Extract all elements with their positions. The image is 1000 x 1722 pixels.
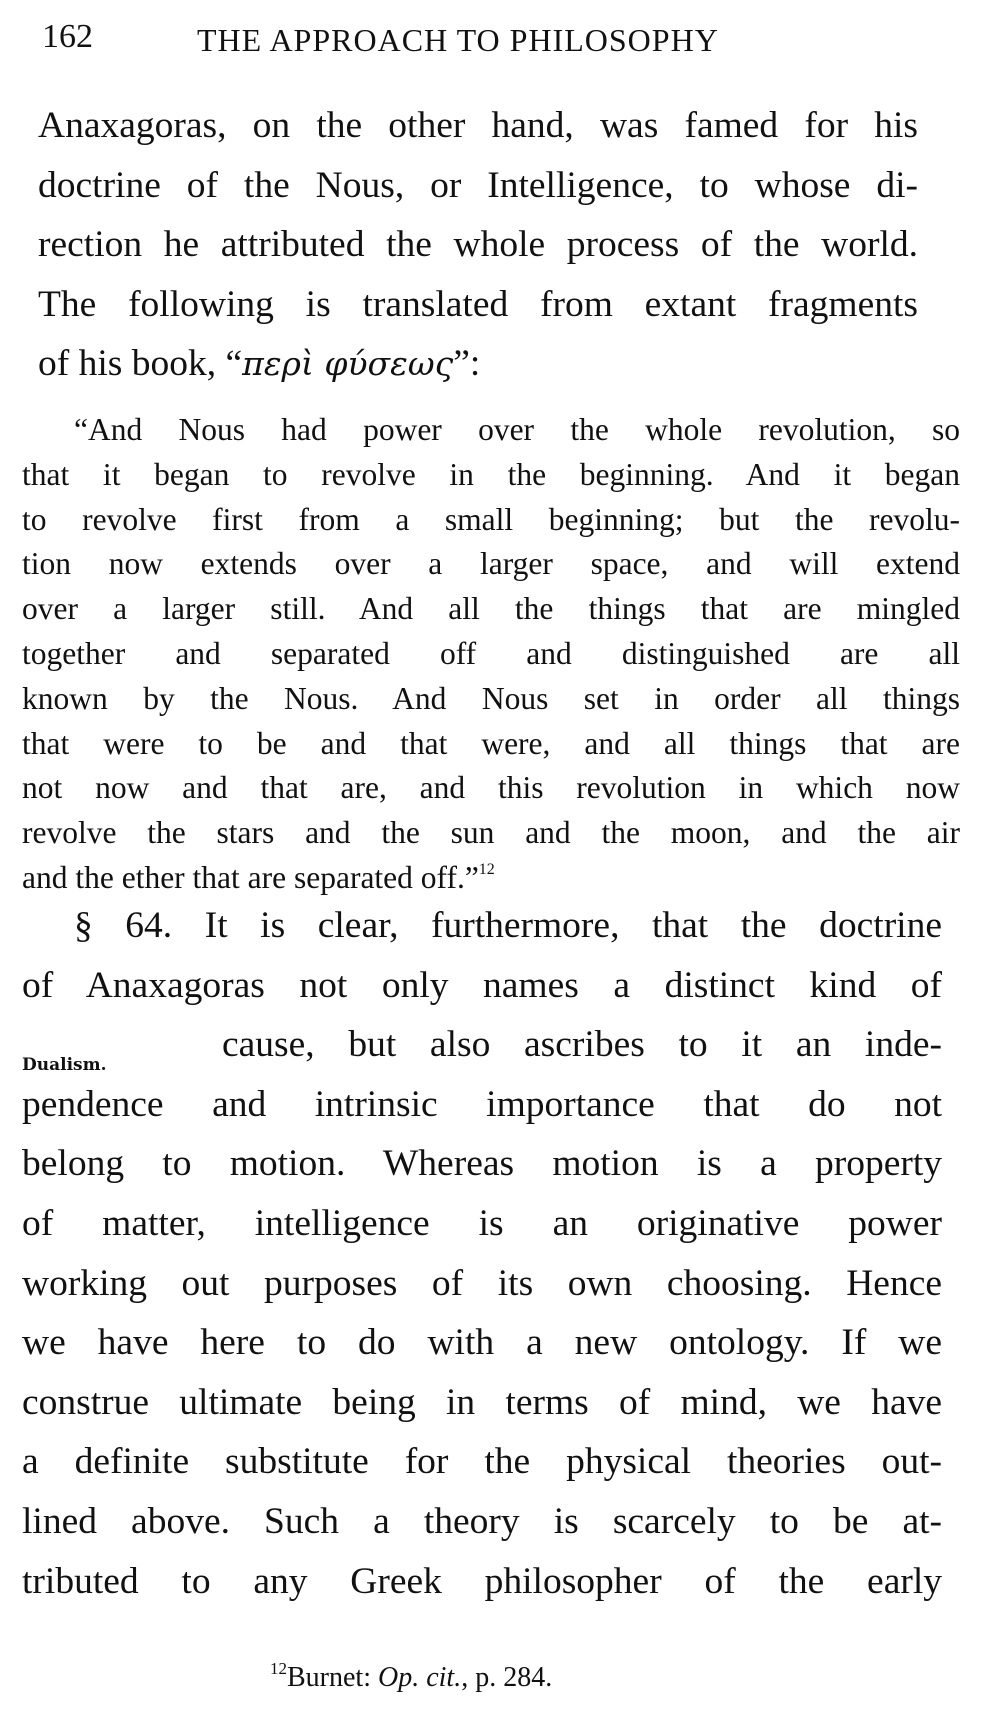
section-64-paragraph xyxy=(22,896,942,1611)
text-line: rection he attributed the whole process of the world. xyxy=(38,224,918,265)
page-header xyxy=(42,18,942,68)
quote-line xyxy=(22,856,960,901)
text-line: construe ultimate being in terms of mind, we have xyxy=(22,1381,942,1423)
footnote xyxy=(270,1659,553,1694)
quote-line: over a larger still. And all the things that are mingled xyxy=(22,591,960,627)
quote-line: to revolve first from a small beginning; but the revolu- xyxy=(22,501,960,537)
page-number: 162 xyxy=(42,18,93,55)
footnote-number: 12 xyxy=(270,1659,287,1678)
footnote-work: Op. cit. xyxy=(378,1662,462,1693)
text-line: belong to motion. Whereas motion is a property xyxy=(22,1143,942,1185)
quote-line: tion now extends over a larger space, and will extend xyxy=(22,546,960,582)
text-line: Anaxagoras, on the other hand, was famed for his xyxy=(38,105,918,146)
text-line: tributed to any Greek philosopher of the early xyxy=(22,1560,942,1602)
greek-book-title: περὶ φύσεως xyxy=(242,344,454,383)
text-line: § 64. It is clear, furthermore, that the doctrine xyxy=(74,905,942,946)
text-line: The following is translated from extant fragments xyxy=(38,283,918,325)
quote-line: revolve the stars and the sun and the moon, and the air xyxy=(22,815,960,851)
text-line: pendence and intrinsic importance that do not xyxy=(22,1083,942,1125)
text-fragment: of his book, “ xyxy=(38,343,243,384)
text-line: lined above. Such a theory is scarcely to be at- xyxy=(22,1500,942,1542)
text-line: of matter, intelligence is an originative power xyxy=(22,1202,942,1244)
quote-line: that it began to revolve in the beginning. And it began xyxy=(22,456,960,492)
text-line: doctrine of the Nous, or Intelligence, to whose di- xyxy=(38,164,918,206)
text-line: cause, but also ascribes to it an inde- xyxy=(222,1024,942,1066)
text-fragment: ”: xyxy=(453,343,481,384)
quote-line: together and separated off and distinguished are all xyxy=(22,635,960,671)
footnote-author: Burnet: xyxy=(287,1662,378,1693)
quote-line: known by the Nous. And Nous set in order all things xyxy=(22,680,960,716)
text-line: we have here to do with a new ontology. If we xyxy=(22,1322,942,1364)
text-line xyxy=(38,334,918,394)
quote-line: not now and that are, and this revolution in which now xyxy=(22,770,960,806)
running-title: THE APPROACH TO PHILOSOPHY xyxy=(197,22,719,58)
footnote-page: , p. 284. xyxy=(461,1662,553,1693)
footnote-reference: 12 xyxy=(478,860,495,878)
text-line: working out purposes of its own choosing. Hence xyxy=(22,1262,942,1304)
margin-note: Dualism. xyxy=(22,1055,107,1075)
intro-paragraph xyxy=(38,96,918,394)
text-line: a definite substitute for the physical theories out- xyxy=(22,1441,942,1483)
block-quote xyxy=(22,408,960,901)
quote-line: that were to be and that were, and all things that are xyxy=(22,725,960,761)
quote-line: “And Nous had power over the whole revolution, so xyxy=(74,412,960,447)
text-line: of Anaxagoras not only names a distinct kind of xyxy=(22,964,942,1006)
text-fragment: and the ether that are separated off.” xyxy=(22,859,479,895)
